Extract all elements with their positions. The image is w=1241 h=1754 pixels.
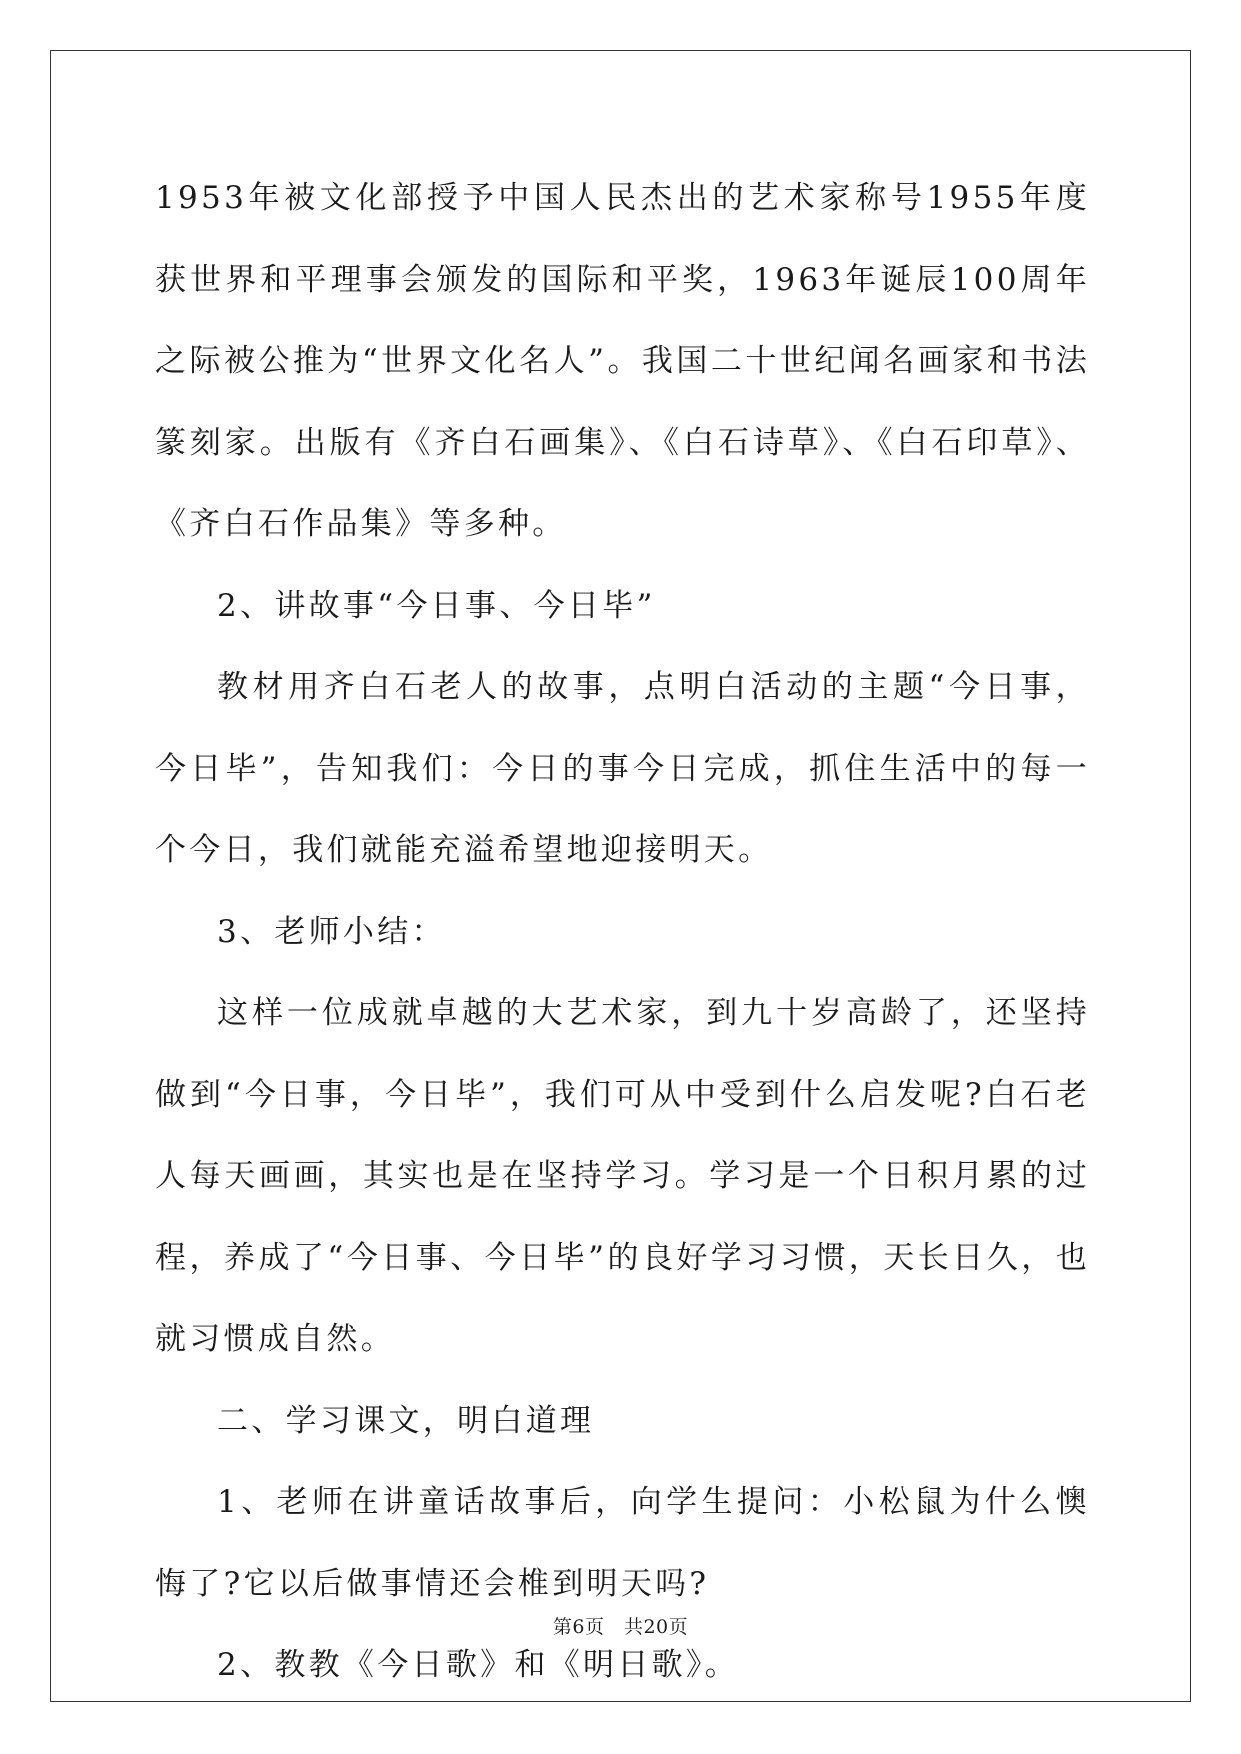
document-body [155,158,1090,1707]
paragraph-heading-story: 2、讲故事“今日事、今日毕” [217,587,656,624]
paragraph-teacher-question: 1、老师在讲童话故事后，向学生提问：小松鼠为什么懊悔了?它以后做事情还会椎到明天吗? [155,1484,1090,1602]
paragraph-heading-section-two: 二、学习课文，明白道理 [217,1402,595,1439]
paragraph-biography: 1953年被文化部授予中国人民杰出的艺术家称号1955年度获世界和平理事会颁发的国际和平奖，1963年诞辰100周年之际被公推为“世界文化名人”。我国二十世纪闻名画家和书法篆刻家。出版有《齐白石画集》、《白石诗草》、《白石印草》、《齐白石作品集》等多种。 [155,180,1090,542]
paragraph-story-content: 教材用齐白石老人的故事，点明白活动的主题“今日事，今日毕”，告知我们：今日的事今日完成，抓住生活中的每一个今日，我们就能充溢希望地迎接明天。 [155,669,1090,868]
paragraph-heading-summary: 3、老师小结： [217,913,446,950]
page-number-footer: 第6页 共20页 [552,1616,689,1638]
paragraph-summary-content: 这样一位成就卓越的大艺术家，到九十岁高龄了，还坚持做到“今日事，今日毕”，我们可从中受到什么启发呢?白石老人每天画画，其实也是在坚持学习。学习是一个日积月累的过程，养成了“今日事、今日毕”的良好学习习惯，天长日久，也就习惯成自然。 [155,995,1090,1357]
paragraph-teach-songs: 2、教教《今日歌》和《明日歌》。 [217,1647,740,1683]
